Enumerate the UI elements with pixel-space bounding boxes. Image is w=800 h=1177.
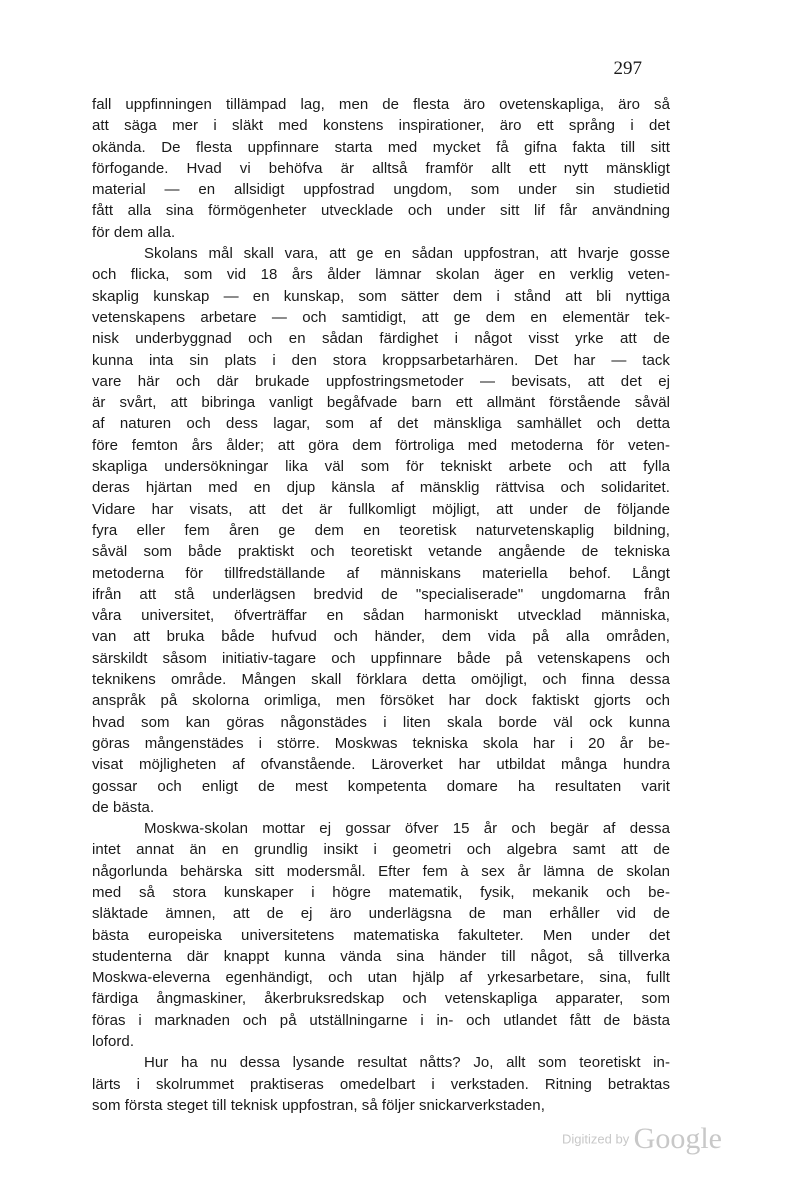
text-line: hvad som kan göras någonstädes i liten skala borde väl ock kunna [92, 713, 670, 731]
paragraph [92, 1052, 670, 1116]
text-line: loford. [92, 1033, 135, 1051]
text-line: som första steget till teknisk uppfostran, så följer snickarverkstaden, [92, 1096, 545, 1114]
page-body [92, 94, 670, 1116]
text-line: studenterna där knappt kunna vända sina händer till något, så tillverka [92, 947, 670, 965]
text-line: såväl som både praktiskt och teoretiskt vetande angående de tekniska [92, 543, 670, 561]
text-line: föras i marknaden och på utställningarne i in- och utlandet fått de bästa [92, 1011, 670, 1029]
text-line: teknikens område. Mången skall förklara detta omöjligt, och finna dessa [92, 671, 670, 689]
text-line: ifrån att stå underlägsen bredvid de "specialiserade" ungdomarna från [92, 585, 670, 603]
paragraph [92, 818, 670, 1052]
text-line: göras mångenstädes i större. Moskwas tekniska skola har i 20 år be- [92, 734, 670, 752]
text-line: van att bruka både hufvud och händer, dem vida på alla områden, [92, 628, 670, 646]
text-line: särskildt såsom initiativ-tagare och uppfinnare både på vetenskapens och [92, 649, 670, 667]
text-line: skaplig kunskap — en kunskap, som sätter dem i stånd att bli nyttiga [92, 287, 670, 305]
text-line: Skolans mål skall vara, att ge en sådan uppfostran, att hvarje gosse [144, 245, 670, 263]
text-line: fall uppfinningen tillämpad lag, men de flesta äro ovetenskapliga, äro så [92, 96, 670, 113]
text-line: intet annat än en grundlig insikt i geometri och algebra samt att de [92, 841, 670, 859]
text-line: för dem alla. [92, 223, 176, 241]
watermark-brand: Google [633, 1122, 722, 1155]
text-line: släktade ämnen, att de ej äro underlägsna de man erhåller vid de [92, 905, 670, 923]
text-line: Hur ha nu dessa lysande resultat nåtts? Jo, allt som teoretiskt in- [144, 1054, 670, 1072]
text-line: skapliga undersökningar lika väl som för tekniskt arbete och att fylla [92, 458, 670, 476]
text-line: Moskwa-eleverna egenhändigt, och utan hjälp af yrkesarbetare, sina, fullt [92, 969, 670, 987]
text-line: af naturen och dess lagar, som af det mänskliga samhället och detta [92, 415, 670, 433]
text-line: med så stora kunskaper i högre matematik, fysik, mekanik och be- [92, 883, 670, 901]
text-line: kunna inta sin plats i den stora kroppsarbetarhären. Det har — tack [92, 351, 670, 369]
text-line: material — en allsidigt uppfostrad ungdom, som under sin studietid [92, 181, 670, 199]
book-page [92, 58, 670, 1116]
text-line: någorlunda behärska sitt modersmål. Efter fem à sex år lämna de skolan [92, 862, 670, 880]
text-line: nisk underbyggnad och en sådan färdighet i något visst yrke att de [92, 330, 670, 348]
text-line: fyra eller fem åren ge dem en teoretisk naturvetenskaplig bildning, [92, 521, 670, 539]
text-line: att säga mer i släkt med konstens inspirationer, äro ett språng i det [92, 117, 670, 135]
text-line: Vidare har visats, att det är fullkomligt möjligt, att under de följande [92, 500, 670, 518]
text-line: våra universitet, öfverträffar en sådan harmoniskt utvecklad människa, [92, 607, 670, 625]
text-line: vetenskapens arbetare — och samtidigt, att ge dem en elementär tek- [92, 308, 670, 326]
text-line: före femton års ålder; att göra dem förtroliga med metoderna för veten- [92, 436, 670, 454]
text-line: förfogande. Hvad vi behöfva är alltså framför allt ett nytt mänskligt [92, 159, 670, 177]
watermark-prefix: Digitized by [562, 1131, 630, 1147]
paragraph [92, 243, 670, 818]
text-line: och flicka, som vid 18 års ålder lämnar skolan äger en verklig veten- [92, 266, 670, 284]
text-line: gossar och enligt de mest kompetenta domare ha resultaten varit [92, 777, 670, 795]
text-line: fått alla sina förmögenheter utvecklade och under sitt lif får användning [92, 202, 670, 220]
text-line: visat möjligheten af ofvanstående. Läroverket har utbildat många hundra [92, 756, 670, 774]
text-line: vare här och där brukade uppfostringsmetoder — bevisats, att det ej [92, 372, 670, 390]
text-line: anspråk på skolorna orimliga, men försöket har dock faktiskt gjorts och [92, 692, 670, 710]
page-number: 297 [613, 58, 642, 79]
text-line: metoderna för tillfredställande af människans materiella behof. Långt [92, 564, 670, 582]
text-line: deras hjärtan med en djup känsla af mänsklig rättvisa och solidaritet. [92, 479, 670, 497]
text-line: okända. De flesta uppfinnare starta med mycket få gifna fakta till sitt [92, 138, 670, 156]
text-line: de bästa. [92, 798, 155, 816]
paragraph [92, 94, 670, 243]
text-line: är svårt, att bibringa vanligt begåfvade barn ett allmänt förstående såväl [92, 394, 670, 412]
text-line: färdiga ångmaskiner, åkerbruksredskap och vetenskapliga apparater, som [92, 990, 670, 1008]
digitized-watermark [562, 1122, 722, 1156]
text-line: Moskwa-skolan mottar ej gossar öfver 15 år och begär af dessa [144, 820, 670, 838]
text-line: bästa europeiska universitetens matematiska fakulteter. Men under det [92, 926, 670, 944]
text-line: lärts i skolrummet praktiseras omedelbart i verkstaden. Ritning betraktas [92, 1075, 670, 1093]
